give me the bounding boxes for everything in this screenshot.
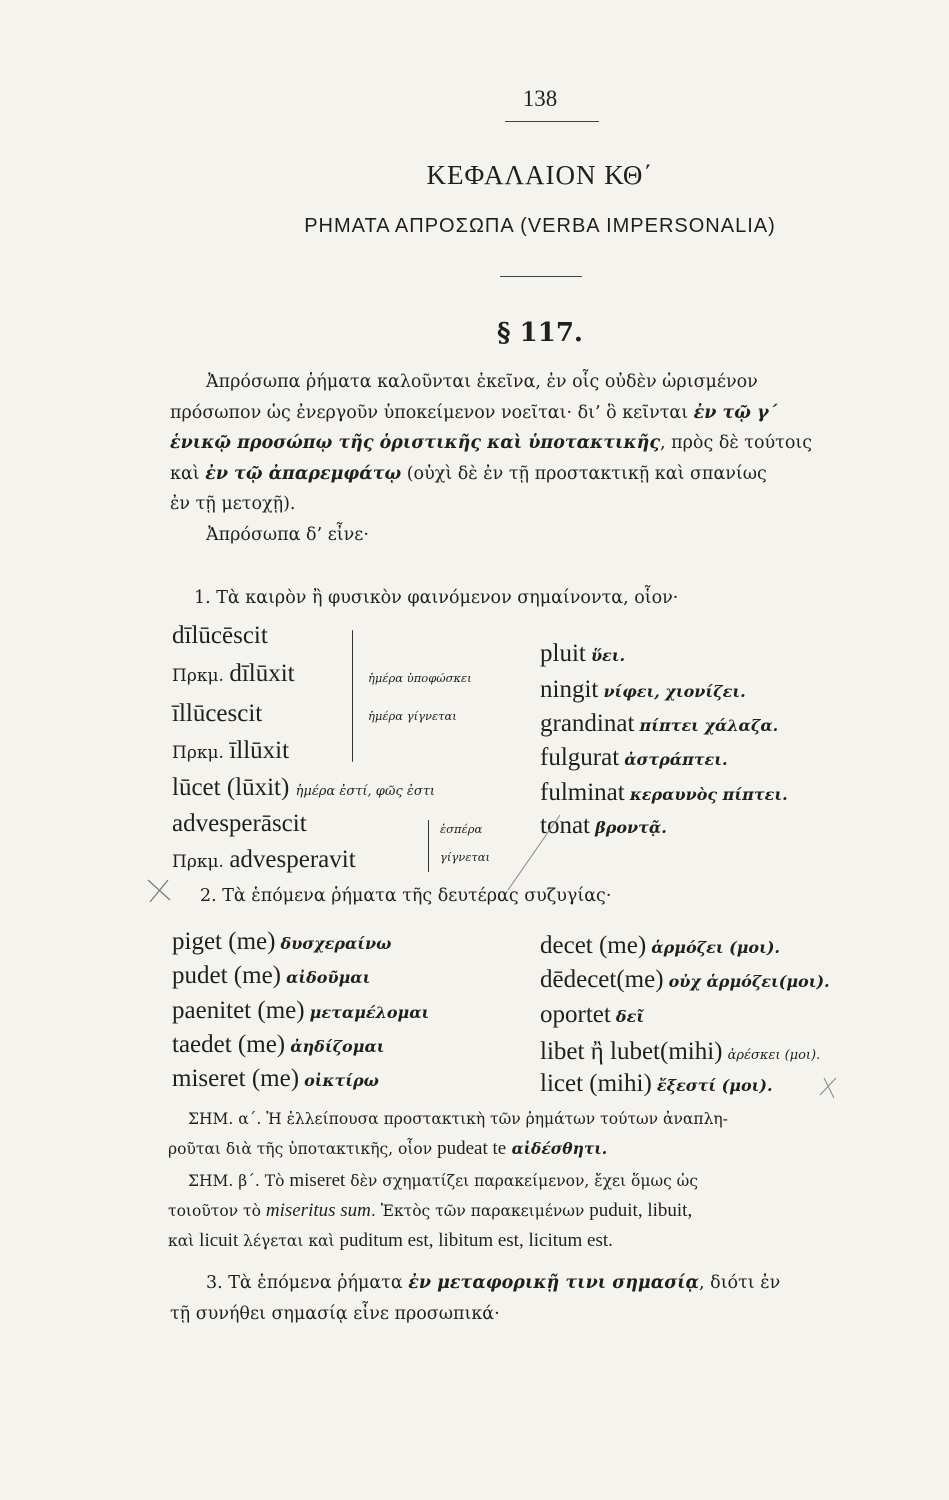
latin-word: puditum est, libitum est, licitum est. <box>339 1230 613 1251</box>
latin-word: pluit <box>540 640 586 667</box>
latin-word: fulminat <box>540 779 625 806</box>
text-line: Ἀπρόσωπα δ’ εἶνε· <box>206 524 369 545</box>
gloss: δυσχεραίνω <box>280 934 392 953</box>
latin-word: miseret (me) <box>172 1065 300 1092</box>
latin-word: pudeat te <box>437 1138 507 1159</box>
latin-word: oportet <box>540 1001 611 1028</box>
latin-word: libet ἢ lubet(mihi) <box>540 1038 723 1065</box>
gloss: ἑσπέρα <box>440 822 483 836</box>
latin-word: licuit <box>199 1230 239 1251</box>
latin-word: īllūxit <box>229 737 290 764</box>
latin-word: decet (me) <box>540 932 647 959</box>
page-number: 138 <box>522 86 558 111</box>
verb-advesperascit: advesperāscit <box>172 810 307 837</box>
pen-cross-mark <box>148 880 170 902</box>
latin-word: pudet (me) <box>172 962 281 989</box>
latin-word: paenitet (me) <box>172 997 305 1024</box>
latin-word: grandinat <box>540 710 635 737</box>
latin-word: dīlūxit <box>229 660 295 687</box>
text-line: , πρὸς δὲ τούτοις <box>660 433 813 453</box>
verb-illucescit: īllūcescit <box>172 700 263 727</box>
gloss: μεταμέλομαι <box>309 1003 430 1022</box>
gloss: οὐχ ἁρμόζει(μοι). <box>668 972 830 991</box>
chapter-subtitle: ΡΗΜΑΤΑ ΑΠΡΟΣΩΠΑ (VERBA IMPERSONALIA) <box>304 215 776 237</box>
pen-stroke-mark <box>508 815 560 890</box>
abbrev: Πρκμ. <box>172 852 230 872</box>
text-line: ἐν τῇ μετοχῇ). <box>170 494 296 514</box>
gloss: ὕει. <box>590 646 626 665</box>
latin-word: miseret <box>289 1170 346 1191</box>
text-line: 3. Τὰ ἑπόμενα ῥήματα <box>206 1273 409 1293</box>
gloss: ἡμέρα ἐστί, φῶς ἐστι <box>295 784 436 799</box>
latin-word: taedet (me) <box>172 1031 286 1058</box>
gloss: δεῖ <box>615 1007 645 1026</box>
abbrev: Πρκμ. <box>172 666 230 686</box>
latin-word: piget (me) <box>172 928 276 955</box>
latin-word: licet (mihi) <box>540 1070 652 1097</box>
text-line: (οὐχὶ δὲ ἐν τῇ προστακτικῇ καὶ σπανίως <box>401 463 767 484</box>
text-line: ΣΗΜ. α΄. Ἡ ἐλλείπουσα προστακτικὴ τῶν ῥημάτων τούτων ἀναπλη- <box>188 1110 728 1128</box>
gloss: βροντᾷ. <box>595 818 667 837</box>
text-line: καὶ <box>170 463 206 484</box>
gloss: ἁρμόζει (μοι). <box>651 938 780 957</box>
gloss: ἀστράπτει. <box>624 750 728 769</box>
latin-word: dēdecet(me) <box>540 966 664 993</box>
latin-word: ningit <box>540 676 599 703</box>
chapter-title: ΚΕΦΑΛΑΙΟΝ ΚΘ΄ <box>426 160 654 190</box>
verb-dilucescit: dīlūcēscit <box>172 622 268 649</box>
text-line: ΣΗΜ. β΄. Τὸ <box>188 1172 290 1190</box>
text-line: , διότι ἐν <box>699 1273 781 1293</box>
gloss: κεραυνὸς πίπτει. <box>629 785 788 804</box>
gloss: αἰδοῦμαι <box>286 968 371 987</box>
latin-word: fulgurat <box>540 744 620 771</box>
item2-heading: 2. Τὰ ἑπόμενα ῥήματα τῆς δευτέρας συζυγίας· <box>200 886 612 906</box>
gloss: οἰκτίρω <box>304 1071 379 1090</box>
emphasis: ἑνικῷ προσώπῳ τῆς ὁριστικῆς καὶ ὑποτακτικῆς <box>170 433 660 453</box>
text-line: . Ἐκτὸς τῶν παρακειμένων <box>370 1202 590 1220</box>
gloss: γίγνεται <box>440 850 491 864</box>
gloss: νίφει, χιονίζει. <box>603 682 746 701</box>
emphasis: ἐν μεταφορικῇ τινι σημασίᾳ <box>408 1273 700 1293</box>
text-line: λέγεται καὶ <box>238 1232 340 1250</box>
text-line: Ἀπρόσωπα ῥήματα καλοῦνται ἐκεῖνα, ἐν οἷς οὐδὲν ὡρισμένον <box>206 372 758 392</box>
gloss: ἡμέρα ὑποφώσκει <box>368 671 472 685</box>
latin-word: tonat <box>540 812 590 839</box>
emphasis: ἐν τῷ γ΄ <box>693 402 778 423</box>
abbrev: Πρκμ. <box>172 743 230 763</box>
latin-word: lūcet (lūxit) <box>172 774 296 801</box>
gloss: ἡμέρα γίγνεται <box>368 709 457 723</box>
latin-word: puduit, libuit, <box>589 1200 693 1221</box>
text-line: δὲν σχηματίζει παρακείμενον, ἔχει ὅμως ὡς <box>345 1172 699 1190</box>
gloss: πίπτει χάλαζα. <box>639 716 779 735</box>
item1-heading: 1. Τὰ καιρὸν ἢ φυσικὸν φαινόμενον σημαίνοντα, οἷον· <box>194 588 679 608</box>
text-line: πρόσωπον ὡς ἐνεργοῦν ὑποκείμενον νοεῖται· δι’ ὃ κεῖνται <box>170 402 694 423</box>
text-line: τῇ συνήθει σημασίᾳ εἶνε προσωπικά· <box>170 1303 500 1324</box>
latin-word: advesperavit <box>229 846 356 873</box>
text-line: ροῦται διὰ τῆς ὑποτακτικῆς, οἷον <box>168 1140 438 1158</box>
gloss: ἀρέσκει (μοι). <box>727 1048 821 1063</box>
text-line: καὶ <box>168 1232 200 1250</box>
text-line: τοιοῦτον τὸ <box>168 1202 266 1220</box>
gloss: ἔξεστί (μοι). <box>656 1076 773 1095</box>
gloss: ἀηδίζομαι <box>290 1037 385 1056</box>
section-number: § 117. <box>497 318 583 348</box>
pen-cross-mark <box>820 1078 836 1098</box>
emphasis: αἰδέσθητι. <box>506 1139 608 1158</box>
emphasis: ἐν τῷ ἀπαρεμφάτῳ <box>205 463 402 484</box>
latin-word: miseritus sum <box>265 1200 371 1221</box>
